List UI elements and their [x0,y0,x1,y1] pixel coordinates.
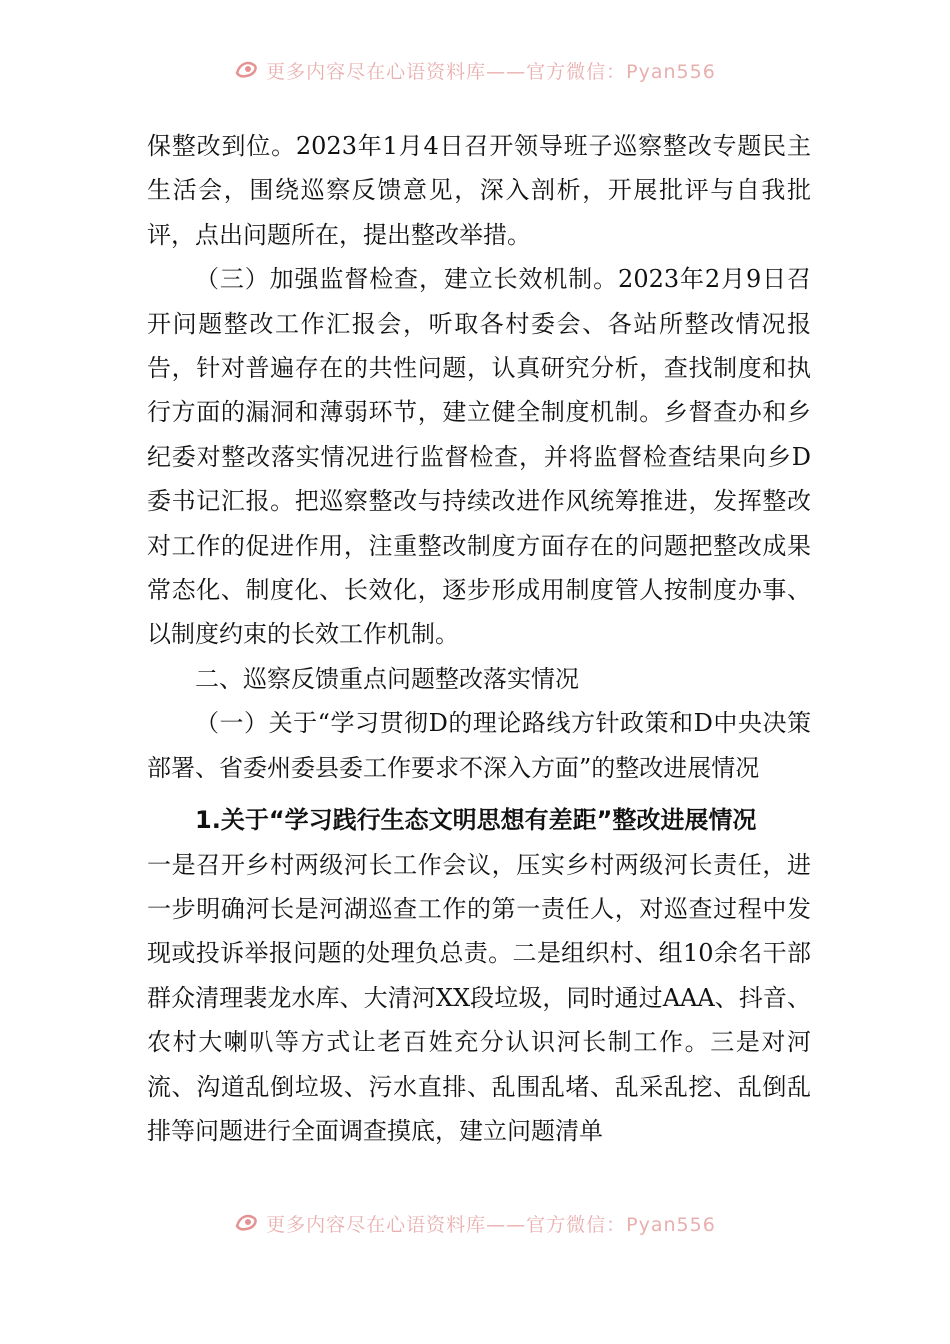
watermark-top [0,52,950,88]
watermark-text: 更多内容尽在心语资料库——官方微信：Pyan556 [266,1213,716,1236]
watermark-bottom [0,1205,950,1241]
item-heading: 1.关于“学习践行生态文明思想有差距”整改进展情况 [195,806,757,835]
section-heading: 二、巡察反馈重点问题整改落实情况 [195,664,579,693]
paragraph: （三）加强监督检查，建立长效机制。2023年2月9日召开问题整改工作汇报会，听取各村委会、各站所整改情况报告，针对普遍存在的共性问题，认真研究分析，查找制度和执行方面的漏洞和薄弱环节，建立健全制度机制。乡督查办和乡纪委对整改落实情况进行监督检查，并将监督检查结果向乡D委书记汇报。把巡察整改与持续改进作风统筹推进，发挥整改对工作的促进作用，注重整改制度方面存在的问题把整改成果常态化、制度化、长效化，逐步形成用制度管人按制度办事、以制度约束的长效工作机制。 [147,265,811,649]
document-body [147,124,811,1153]
subsection-heading: （一）关于“学习贯彻D的理论路线方针政策和D中央决策部署、省委州委县委工作要求不深入方面”的整改进展情况 [147,709,811,782]
watermark-logo-icon [234,1212,260,1234]
paragraph: 保整改到位。2023年1月4日召开领导班子巡察整改专题民主生活会，围绕巡察反馈意见，深入剖析，开展批评与自我批评，点出问题所在，提出整改举措。 [147,132,811,249]
watermark-logo-icon [234,59,260,81]
watermark-text: 更多内容尽在心语资料库——官方微信：Pyan556 [266,60,716,83]
paragraph: 一是召开乡村两级河长工作会议，压实乡村两级河长责任，进一步明确河长是河湖巡查工作的第一责任人，对巡查过程中发现或投诉举报问题的处理负总责。二是组织村、组10余名干部群众清理裴龙水库、大清河XX段垃圾，同时通过AAA、抖音、农村大喇叭等方式让老百姓充分认识河长制工作。三是对河流、沟道乱倒垃圾、污水直排、乱围乱堵、乱采乱挖、乱倒乱排等问题进行全面调查摸底，建立问题清单 [147,850,811,1145]
